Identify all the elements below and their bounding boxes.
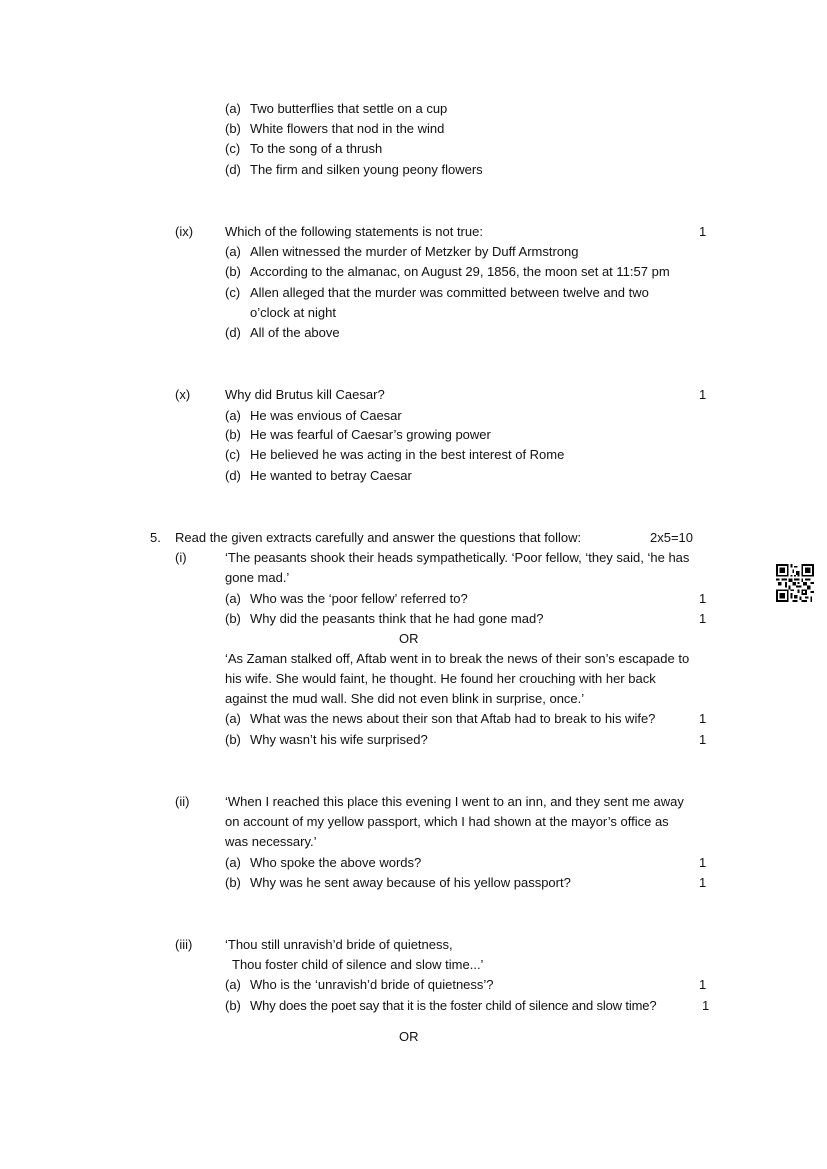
q9-option-c-continued: o’clock at night bbox=[250, 305, 336, 320]
q9-option-d-label: (d) bbox=[225, 325, 241, 340]
q9-option-b-text: According to the almanac, on August 29, 1856, the moon set at 11:57 pm bbox=[250, 264, 670, 279]
q5-i-extract2-line3: against the mud wall. She did not even blink in surprise, once.’ bbox=[225, 691, 585, 706]
q5-i-extract2-line1: ‘As Zaman stalked off, Aftab went in to break the news of their son’s escapade to bbox=[225, 651, 690, 666]
q5-ii-number: (ii) bbox=[175, 794, 190, 809]
q8-option-d-text: The firm and silken young peony flowers bbox=[250, 162, 483, 177]
q10-option-c-text: He believed he was acting in the best interest of Rome bbox=[250, 447, 565, 462]
q5-marks: 2x5=10 bbox=[650, 530, 694, 545]
q5-iii-qb-text: Why does the poet say that it is the foster child of silence and slow time? bbox=[250, 998, 657, 1013]
q5-iii-or: OR bbox=[399, 1029, 419, 1044]
q5-i-or: OR bbox=[399, 631, 419, 646]
q5-i-q2a-text: What was the news about their son that Aftab had to break to his wife? bbox=[250, 711, 656, 726]
q5-ii-qa-label: (a) bbox=[225, 855, 241, 870]
qr-code bbox=[776, 564, 814, 602]
q9-question: Which of the following statements is not true: bbox=[225, 224, 483, 239]
q10-option-d-label: (d) bbox=[225, 468, 241, 483]
q5-i-q1b-marks: 1 bbox=[699, 611, 707, 626]
q10-option-d-text: He wanted to betray Caesar bbox=[250, 468, 412, 483]
q10-marks: 1 bbox=[699, 387, 707, 402]
q5-i-q1a-label: (a) bbox=[225, 591, 241, 606]
q5-i-q1b-text: Why did the peasants think that he had gone mad? bbox=[250, 611, 544, 626]
q8-option-b-label: (b) bbox=[225, 121, 241, 136]
q9-marks: 1 bbox=[699, 224, 707, 239]
q5-iii-qa-text: Who is the ‘unravish’d bride of quietness’? bbox=[250, 977, 494, 992]
q5-iii-qa-marks: 1 bbox=[699, 977, 707, 992]
q5-i-q2a-marks: 1 bbox=[699, 711, 707, 726]
q5-ii-qb-marks: 1 bbox=[699, 875, 707, 890]
q9-option-c-text: Allen alleged that the murder was committed between twelve and two bbox=[250, 285, 649, 300]
q5-instruction: Read the given extracts carefully and answer the questions that follow: bbox=[175, 530, 582, 545]
q5-i-q1a-text: Who was the ‘poor fellow’ referred to? bbox=[250, 591, 468, 606]
q5-iii-qb-marks: 1 bbox=[702, 998, 710, 1013]
q8-option-c-text: To the song of a thrush bbox=[250, 141, 383, 156]
q5-i-q1a-marks: 1 bbox=[699, 591, 707, 606]
q9-option-b-label: (b) bbox=[225, 264, 241, 279]
q5-iii-extract-line1: ‘Thou still unravish’d bride of quietness, bbox=[225, 937, 453, 952]
q8-option-c-label: (c) bbox=[225, 141, 241, 156]
q10-option-b-label: (b) bbox=[225, 427, 241, 442]
q9-option-d-text: All of the above bbox=[250, 325, 340, 340]
q5-i-q1b-label: (b) bbox=[225, 611, 241, 626]
q5-i-q2b-label: (b) bbox=[225, 732, 241, 747]
q5-ii-extract-line2: on account of my yellow passport, which I had shown at the mayor’s office as bbox=[225, 814, 669, 829]
q5-i-extract1-line2: gone mad.’ bbox=[225, 570, 290, 585]
q8-option-a-text: Two butterflies that settle on a cup bbox=[250, 101, 448, 116]
q10-question: Why did Brutus kill Caesar? bbox=[225, 387, 385, 402]
q5-i-extract2-line2: his wife. She would faint, he thought. He found her crouching with her back bbox=[225, 671, 656, 686]
q10-number: (x) bbox=[175, 387, 191, 402]
q10-option-c-label: (c) bbox=[225, 447, 241, 462]
q5-i-number: (i) bbox=[175, 550, 187, 565]
q5-ii-qa-marks: 1 bbox=[699, 855, 707, 870]
q5-iii-qa-label: (a) bbox=[225, 977, 241, 992]
q5-ii-qb-text: Why was he sent away because of his yellow passport? bbox=[250, 875, 571, 890]
q9-number: (ix) bbox=[175, 224, 194, 239]
q9-option-a-label: (a) bbox=[225, 244, 241, 259]
q5-number: 5. bbox=[150, 530, 161, 545]
q5-i-q2a-label: (a) bbox=[225, 711, 241, 726]
q10-option-a-text: He was envious of Caesar bbox=[250, 408, 402, 423]
q5-i-q2b-marks: 1 bbox=[699, 732, 707, 747]
q5-ii-qa-text: Who spoke the above words? bbox=[250, 855, 422, 870]
q8-option-a-label: (a) bbox=[225, 101, 241, 116]
q5-iii-extract-line2: Thou foster child of silence and slow time...’ bbox=[232, 957, 484, 972]
q5-iii-number: (iii) bbox=[175, 937, 193, 952]
q8-option-b-text: White flowers that nod in the wind bbox=[250, 121, 445, 136]
q5-i-q2b-text: Why wasn’t his wife surprised? bbox=[250, 732, 428, 747]
q10-option-a-label: (a) bbox=[225, 408, 241, 423]
q9-option-a-text: Allen witnessed the murder of Metzker by Duff Armstrong bbox=[250, 244, 579, 259]
q9-option-c-label: (c) bbox=[225, 285, 241, 300]
q5-ii-extract-line1: ‘When I reached this place this evening I went to an inn, and they sent me away bbox=[225, 794, 684, 809]
q5-ii-qb-label: (b) bbox=[225, 875, 241, 890]
q5-i-extract1-line1: ‘The peasants shook their heads sympathetically. ‘Poor fellow, ‘they said, ‘he has bbox=[225, 550, 690, 565]
q8-option-d-label: (d) bbox=[225, 162, 241, 177]
q5-ii-extract-line3: was necessary.’ bbox=[225, 834, 317, 849]
q10-option-b-text: He was fearful of Caesar’s growing power bbox=[250, 427, 491, 442]
q5-iii-qb-label: (b) bbox=[225, 998, 241, 1013]
